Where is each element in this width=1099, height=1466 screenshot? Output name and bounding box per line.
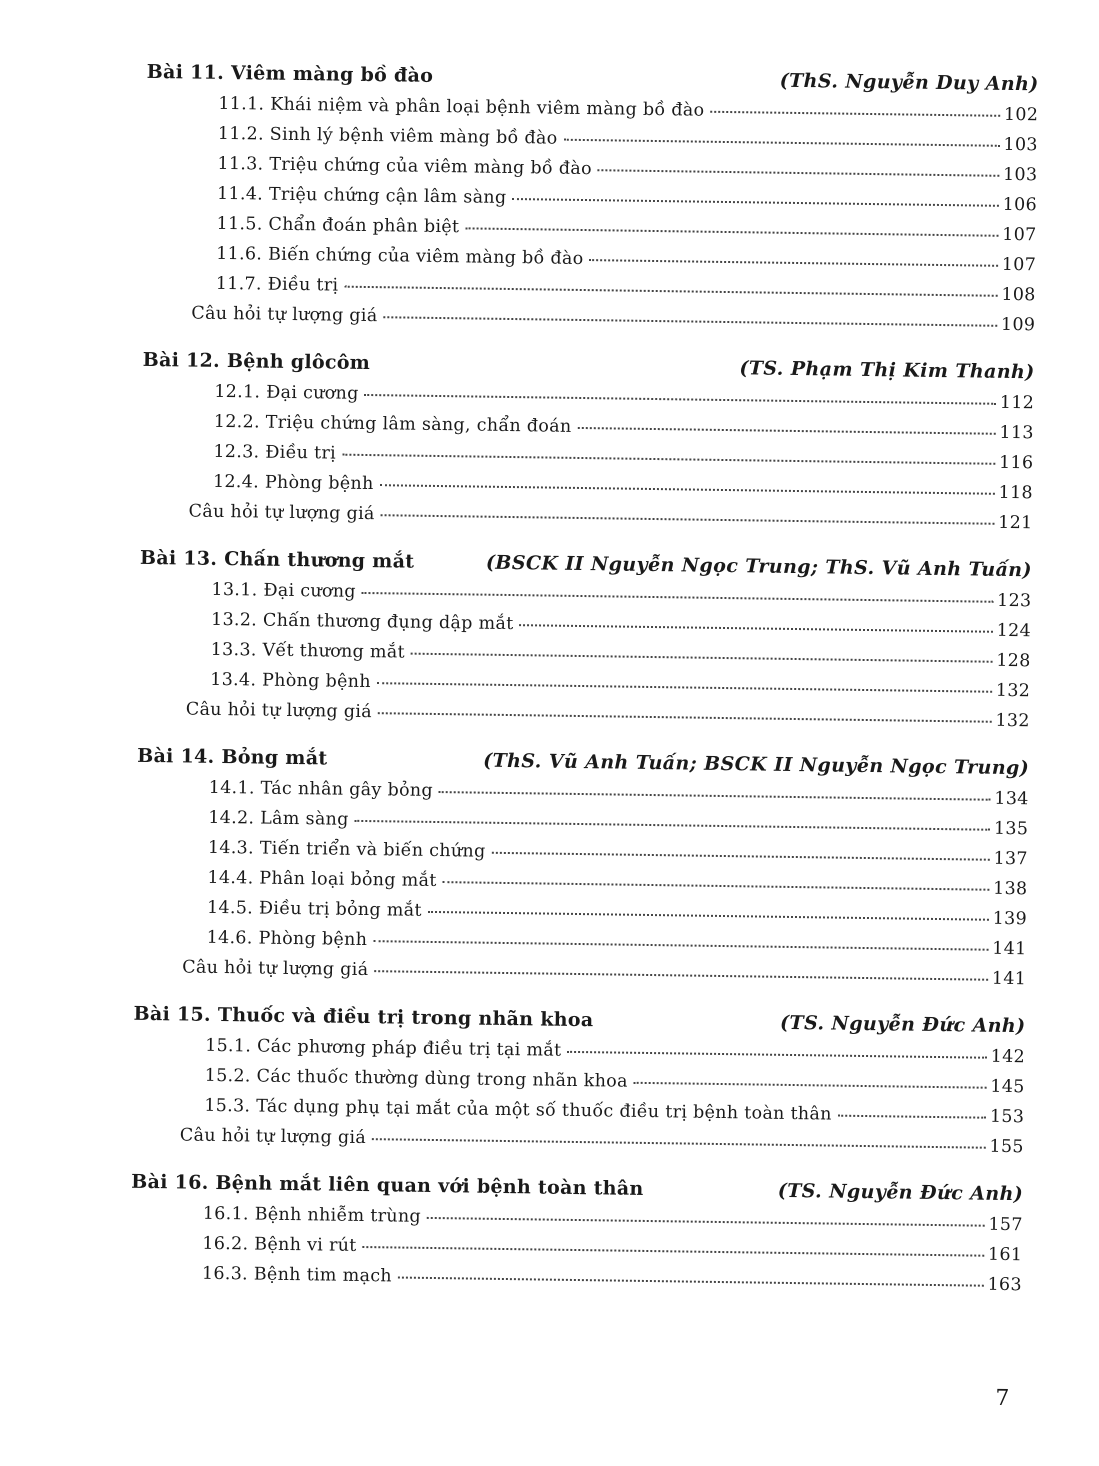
- dot-leader: [439, 790, 990, 801]
- toc-question-entry-label: Câu hỏi tự lượng giá: [188, 501, 375, 525]
- toc-section-entry-page: 108: [1001, 284, 1036, 306]
- toc-section-entry-page: 124: [996, 620, 1032, 642]
- lesson-author: (TS. Nguyễn Đức Anh): [777, 1179, 1024, 1206]
- toc-section-entry-page: 157: [988, 1214, 1023, 1236]
- dot-leader: [428, 910, 989, 921]
- toc-section-entry-page: 112: [999, 392, 1035, 414]
- dot-leader: [377, 681, 992, 693]
- toc-section-entry-label: 15.3. Tác dụng phụ tại mắt của một số thuốc điều trị bệnh toàn thân: [204, 1095, 832, 1125]
- toc-question-entry-page: 121: [998, 512, 1033, 534]
- toc-section-entry-label: 11.5. Chẩn đoán phân biệt: [216, 213, 460, 238]
- dot-leader: [342, 453, 995, 465]
- toc-question-entry-label: Câu hỏi tự lượng giá: [182, 957, 369, 981]
- toc-section-entry-page: 141: [992, 938, 1027, 960]
- toc-section-entry-label: 16.2. Bệnh vi rút: [202, 1233, 357, 1256]
- dot-leader: [383, 315, 996, 327]
- toc-section-entry-label: 15.2. Các thuốc thường dùng trong nhãn khoa: [204, 1065, 628, 1092]
- dot-leader: [577, 426, 995, 435]
- toc-section-entry-label: 13.1. Đại cương: [211, 579, 357, 602]
- toc-section-entry-label: 11.7. Điều trị: [215, 273, 339, 296]
- toc-section-entry-label: 11.1. Khái niệm và phân loại bệnh viêm màng bồ đào: [218, 93, 705, 121]
- toc-section-entry-label: 14.3. Tiến triển và biến chứng: [207, 837, 486, 862]
- dot-leader: [590, 258, 998, 267]
- toc-section-entry-label: 14.6. Phòng bệnh: [206, 927, 368, 951]
- dot-leader: [427, 1216, 984, 1227]
- toc-question-entry-label: Câu hỏi tự lượng giá: [179, 1125, 367, 1149]
- toc-section-entry-page: 139: [992, 908, 1028, 930]
- dot-leader: [374, 969, 987, 981]
- toc-section-entry-page: 107: [1002, 224, 1037, 246]
- toc-section-entry-page: 128: [996, 650, 1031, 672]
- lesson-author: (TS. Phạm Thị Kim Thanh): [739, 357, 1035, 384]
- toc-section-entry-label: 12.1. Đại cương: [214, 381, 359, 404]
- toc-question-entry-label: Câu hỏi tự lượng giá: [191, 303, 378, 327]
- dot-leader: [365, 393, 996, 405]
- dot-leader: [398, 1276, 984, 1287]
- lesson-author: (ThS. Nguyễn Duy Anh): [779, 69, 1039, 96]
- toc-section-entry-page: 161: [987, 1244, 1023, 1266]
- toc-section-entry-label: 13.3. Vết thương mắt: [210, 639, 406, 663]
- dot-leader: [411, 652, 992, 663]
- toc-section-entry-label: 12.4. Phòng bệnh: [212, 471, 374, 495]
- dot-leader: [492, 851, 990, 861]
- toc-section-entry-label: 15.1. Các phương pháp điều trị tại mắt: [204, 1035, 562, 1061]
- dot-leader: [380, 483, 995, 495]
- lesson-block: [140, 344, 1034, 538]
- lesson-author: (ThS. Vũ Anh Tuấn; BSCK II Nguyễn Ngọc Trung): [483, 749, 1030, 780]
- toc-section-entry-page: 132: [995, 680, 1031, 702]
- toc-question-entry-page: 132: [995, 710, 1030, 732]
- lesson-title: Bài 12. Bệnh glôcôm: [142, 348, 371, 375]
- toc-section-entry-label: 16.1. Bệnh nhiễm trùng: [202, 1203, 422, 1227]
- dot-leader: [372, 1137, 985, 1149]
- dot-leader: [564, 138, 1000, 147]
- toc-section-entry-page: 103: [1002, 164, 1038, 186]
- toc-section-entry-label: 12.2. Triệu chứng lâm sàng, chẩn đoán: [213, 411, 572, 437]
- toc-section-entry-page: 153: [989, 1106, 1025, 1128]
- lesson-block: [138, 542, 1032, 736]
- toc-section-entry-label: 14.4. Phân loại bỏng mắt: [207, 867, 437, 892]
- lesson-title: Bài 14. Bỏng mắt: [137, 744, 328, 770]
- toc-section-entry-label: 16.3. Bệnh tim mạch: [201, 1263, 393, 1287]
- lesson-title: Bài 13. Chấn thương mắt: [139, 546, 415, 573]
- toc-section-entry-label: 14.2. Lâm sàng: [208, 807, 349, 830]
- toc-section-entry-page: 102: [1003, 104, 1039, 126]
- toc-section-entry-label: 14.5. Điều trị bỏng mắt: [206, 897, 422, 921]
- toc-section-entry-page: 116: [998, 452, 1034, 474]
- toc-section-entry-label: 11.6. Biến chứng của viêm màng bồ đào: [216, 243, 584, 270]
- dot-leader: [710, 110, 1000, 117]
- toc-section-entry-page: 145: [990, 1076, 1025, 1098]
- page-number: 7: [995, 1385, 1010, 1412]
- toc-section-entry-page: 107: [1001, 254, 1037, 276]
- toc-section-entry-page: 135: [993, 818, 1029, 840]
- dot-leader: [512, 197, 998, 207]
- lesson-block: [134, 740, 1029, 994]
- dot-leader: [519, 623, 992, 633]
- toc-section-entry-label: 11.3. Triệu chứng của viêm màng bồ đào: [217, 153, 593, 180]
- lesson-title: Bài 16. Bệnh mắt liên quan với bệnh toàn thân: [131, 1170, 644, 1200]
- toc-section-entry-page: 134: [994, 788, 1029, 810]
- toc-section-entry-page: 142: [990, 1046, 1026, 1068]
- dot-leader: [381, 513, 994, 525]
- toc-question-entry-page: 141: [991, 968, 1027, 990]
- toc-question-entry-page: 109: [1000, 314, 1036, 336]
- lesson-author: (BSCK II Nguyễn Ngọc Trung; ThS. Vũ Anh Tuấn): [485, 551, 1033, 582]
- dot-leader: [838, 1114, 986, 1119]
- lesson-title: Bài 15. Thuốc và điều trị trong nhãn khoa: [133, 1002, 594, 1032]
- dot-leader: [373, 939, 988, 951]
- toc-section-entry-page: 118: [998, 482, 1034, 504]
- dot-leader: [465, 226, 998, 236]
- dot-leader: [363, 1245, 984, 1257]
- toc-section-entry-page: 138: [992, 878, 1028, 900]
- toc-section-entry-page: 106: [1002, 194, 1038, 216]
- lesson-author: (TS. Nguyễn Đức Anh): [779, 1011, 1026, 1038]
- dot-leader: [567, 1050, 986, 1059]
- toc-section-entry-page: 123: [996, 590, 1032, 612]
- lesson-block: [143, 56, 1039, 340]
- dot-leader: [443, 880, 990, 891]
- dot-leader: [344, 285, 997, 297]
- toc-section-entry-page: 137: [993, 848, 1028, 870]
- lesson-block: [130, 1166, 1024, 1300]
- dot-leader: [634, 1081, 987, 1089]
- toc-section-entry-page: 103: [1003, 134, 1038, 156]
- toc-question-entry-label: Câu hỏi tự lượng giá: [185, 699, 373, 723]
- toc-section-entry-page: 163: [987, 1274, 1023, 1296]
- toc-section-entry-page: 113: [999, 422, 1034, 444]
- dot-leader: [598, 168, 999, 177]
- toc-section-entry-label: 13.2. Chấn thương đụng dập mắt: [210, 609, 514, 635]
- toc-question-entry-page: 155: [989, 1136, 1024, 1158]
- dot-leader: [355, 819, 990, 831]
- dot-leader: [378, 711, 991, 723]
- lesson-title: Bài 11. Viêm màng bồ đào: [146, 60, 434, 87]
- toc-section-entry-label: 12.3. Điều trị: [213, 441, 337, 464]
- table-of-contents: [130, 56, 1039, 1316]
- toc-section-entry-label: 11.2. Sinh lý bệnh viêm màng bồ đào: [217, 123, 558, 149]
- lesson-block: [132, 998, 1026, 1162]
- toc-section-entry-label: 13.4. Phòng bệnh: [210, 669, 371, 693]
- dot-leader: [362, 591, 993, 603]
- toc-section-entry-label: 11.4. Triệu chứng cận lâm sàng: [216, 183, 507, 208]
- toc-section-entry-label: 14.1. Tác nhân gây bỏng: [208, 777, 434, 801]
